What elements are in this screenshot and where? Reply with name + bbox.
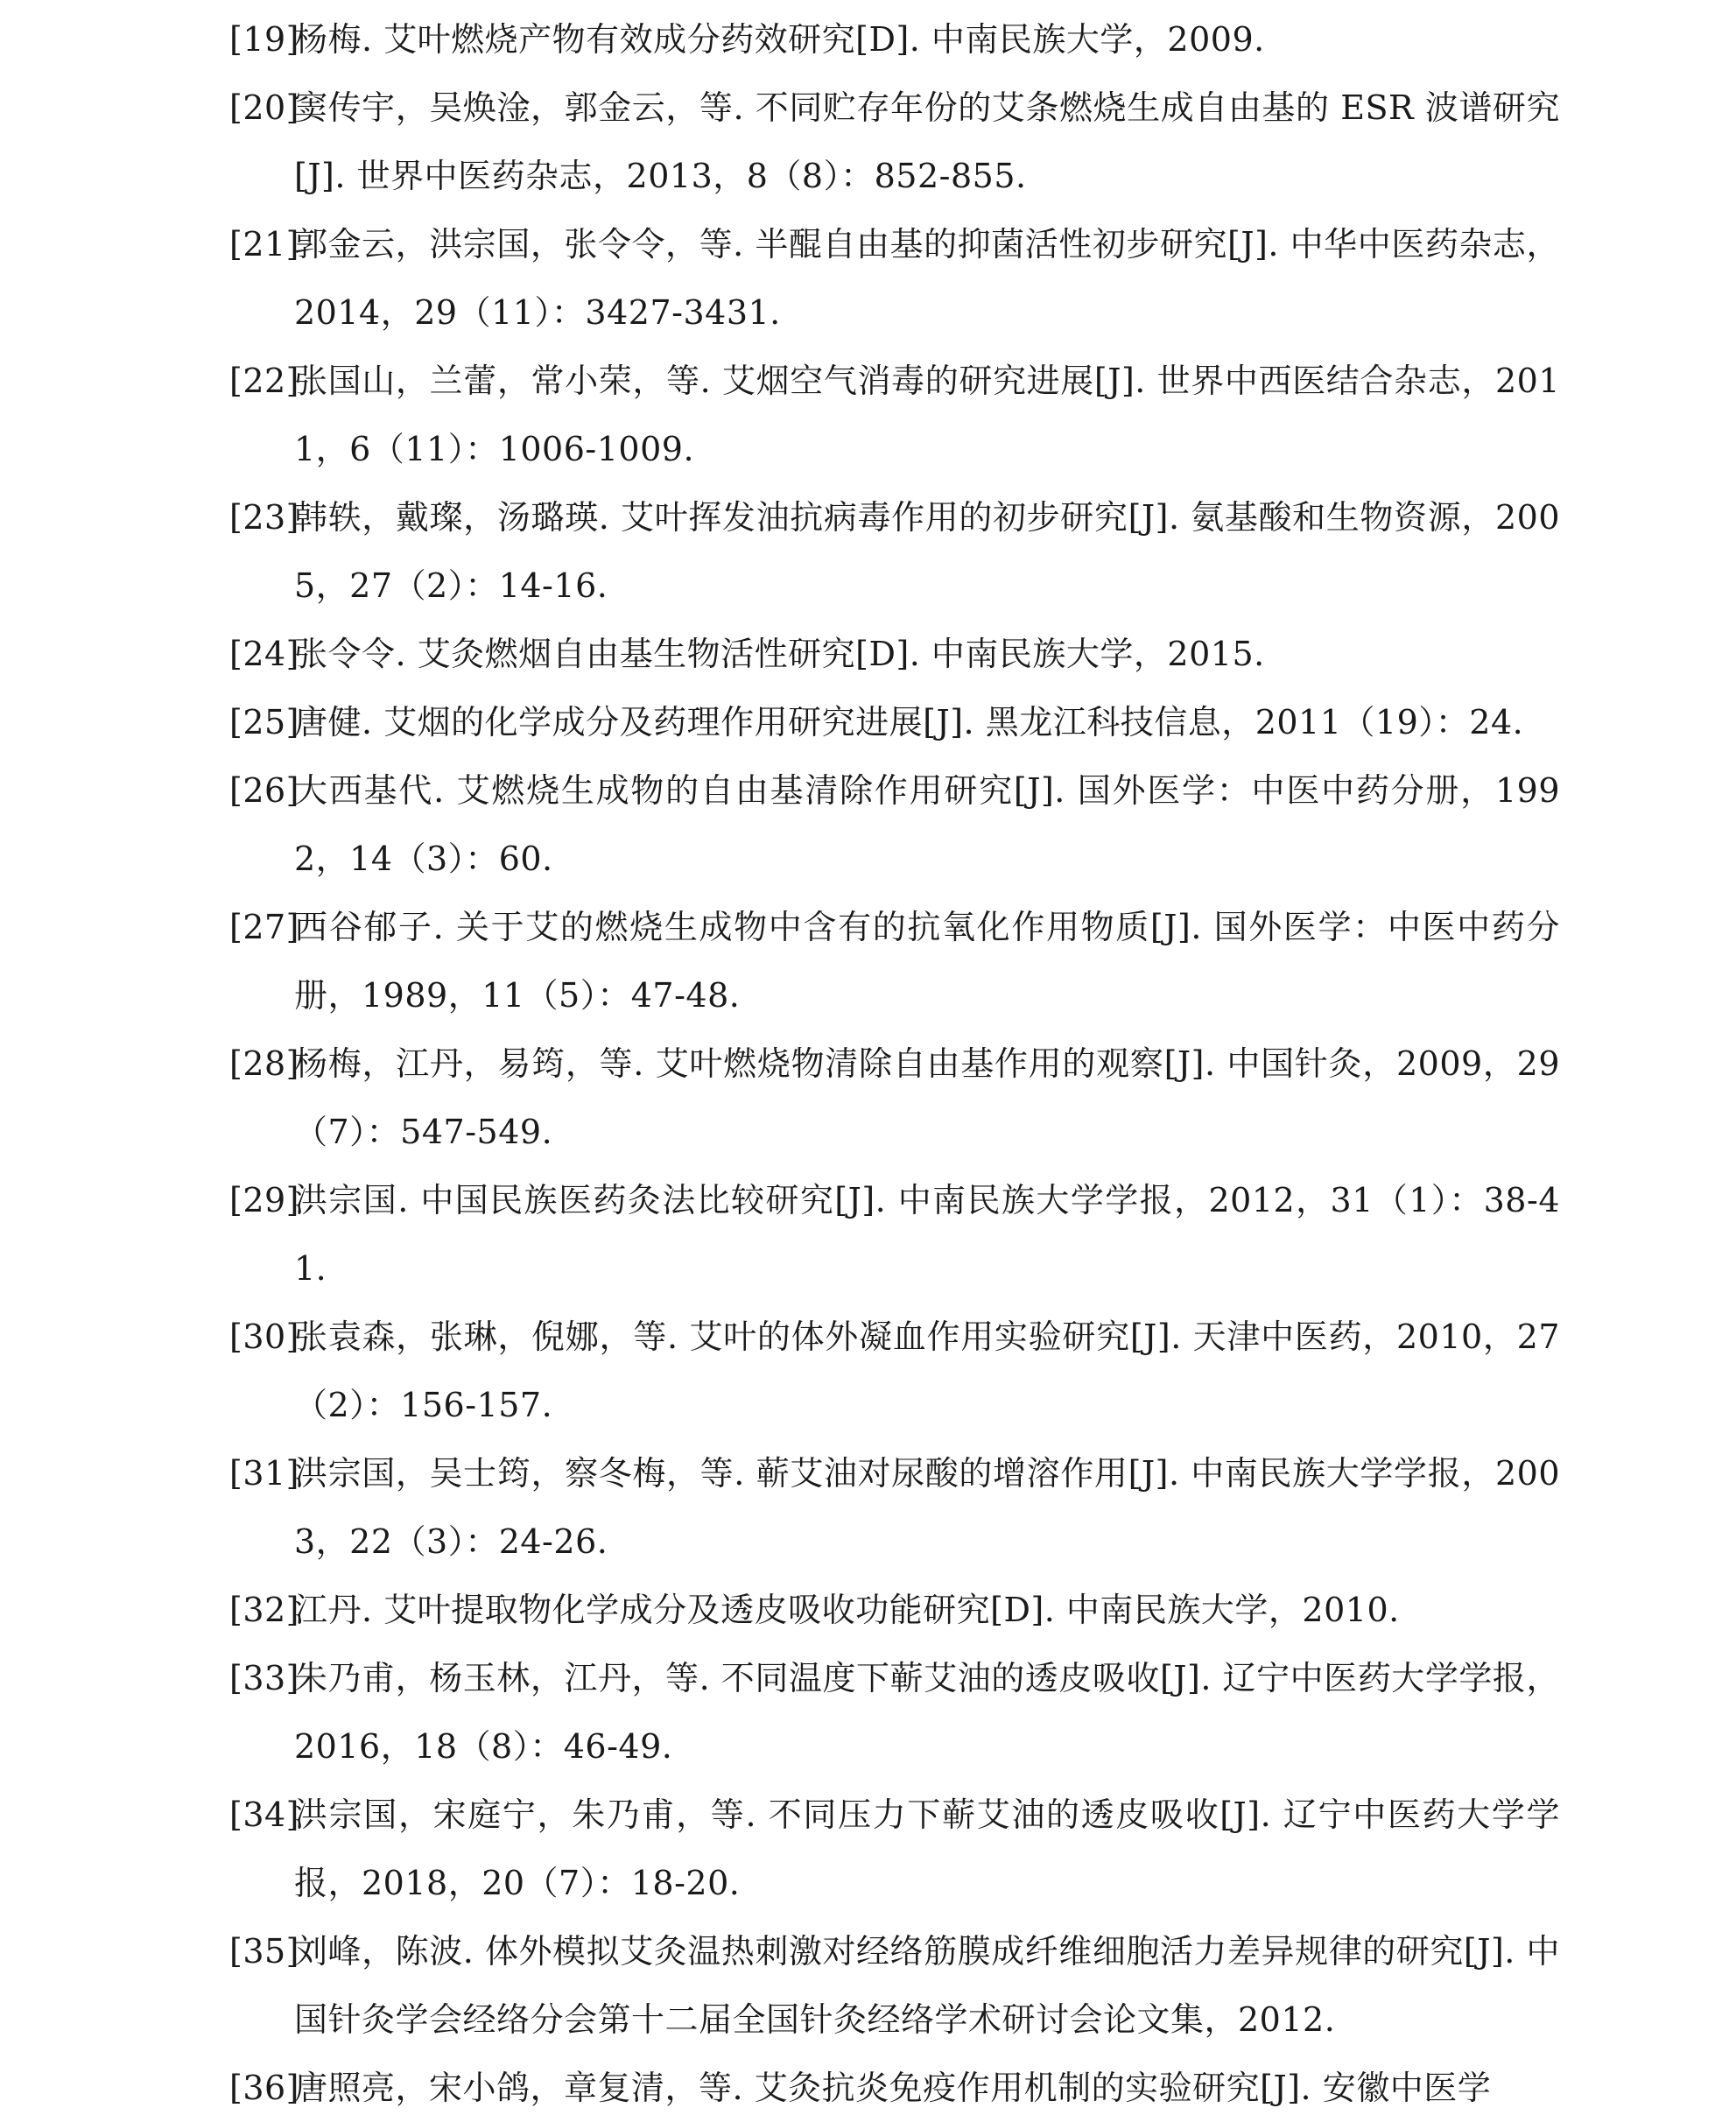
reference-number: [34] <box>229 1795 300 1834</box>
reference-text: 西谷郁子. 关于艾的燃烧生成物中含有的抗氧化作用物质[J]. 国外医学：中医中药分册，1989，11（5）：47-48. <box>294 908 1560 1015</box>
reference-number: [33] <box>229 1659 300 1697</box>
reference-text: 大西基代. 艾燃烧生成物的自由基清除作用研究[J]. 国外医学：中医中药分册，1992，14（3）：60. <box>294 771 1560 878</box>
reference-number: [21] <box>229 225 300 263</box>
reference-item <box>229 1644 1560 1781</box>
reference-text: 韩轶，戴璨，汤璐瑛. 艾叶挥发油抗病毒作用的初步研究[J]. 氨基酸和生物资源，2005，27（2）：14-16. <box>294 498 1560 605</box>
reference-number: [20] <box>229 88 300 127</box>
reference-number: [35] <box>229 1932 300 1971</box>
reference-text: 朱乃甫，杨玉林，江丹，等. 不同温度下蕲艾油的透皮吸收[J]. 辽宁中医药大学学报，2016，18（8）：46-49. <box>294 1659 1560 1766</box>
reference-number: [32] <box>229 1591 300 1629</box>
reference-number: [31] <box>229 1454 300 1493</box>
reference-text: 洪宗国，吴士筠，察冬梅，等. 蕲艾油对尿酸的增溶作用[J]. 中南民族大学学报，2003，22（3）：24-26. <box>294 1454 1560 1561</box>
reference-number: [24] <box>229 635 300 673</box>
reference-item <box>229 756 1560 893</box>
reference-item <box>229 74 1560 210</box>
reference-item <box>229 688 1560 756</box>
reference-number: [19] <box>229 20 300 59</box>
reference-text: 洪宗国，宋庭宁，朱乃甫，等. 不同压力下蕲艾油的透皮吸收[J]. 辽宁中医药大学学报，2018，20（7）：18-20. <box>294 1795 1560 1902</box>
reference-item <box>229 1303 1560 1439</box>
reference-text: 张国山，兰蕾，常小荣，等. 艾烟空气消毒的研究进展[J]. 世界中西医结合杂志，2011，6（11）：1006-1009. <box>294 362 1560 468</box>
reference-text: 杨梅，江丹，易筠，等. 艾叶燃烧物清除自由基作用的观察[J]. 中国针灸，2009，29（7）：547-549. <box>294 1044 1560 1151</box>
reference-number: [23] <box>229 498 300 537</box>
reference-number: [26] <box>229 771 300 810</box>
reference-text: 唐照亮，宋小鸽，章复清，等. 艾灸抗炎免疫作用机制的实验研究[J]. 安徽中医学 <box>294 2069 1492 2107</box>
reference-item <box>229 1029 1560 1166</box>
reference-number: [27] <box>229 908 300 946</box>
reference-number: [36] <box>229 2069 300 2107</box>
reference-item <box>229 5 1560 74</box>
reference-item <box>229 1917 1560 2054</box>
reference-text: 杨梅. 艾叶燃烧产物有效成分药效研究[D]. 中南民族大学，2009. <box>294 20 1265 59</box>
reference-number: [30] <box>229 1317 300 1356</box>
reference-text: 张袁森，张琳，倪娜，等. 艾叶的体外凝血作用实验研究[J]. 天津中医药，2010，27（2）：156-157. <box>294 1317 1560 1424</box>
reference-text: 张令令. 艾灸燃烟自由基生物活性研究[D]. 中南民族大学，2015. <box>294 635 1265 673</box>
reference-item <box>229 893 1560 1029</box>
reference-text: 江丹. 艾叶提取物化学成分及透皮吸收功能研究[D]. 中南民族大学，2010. <box>294 1591 1400 1629</box>
reference-number: [28] <box>229 1044 300 1083</box>
reference-text: 唐健. 艾烟的化学成分及药理作用研究进展[J]. 黑龙江科技信息，2011（19）：24. <box>294 703 1524 741</box>
reference-number: [22] <box>229 362 300 400</box>
reference-item <box>229 2054 1560 2122</box>
reference-item <box>229 210 1560 347</box>
reference-list <box>229 5 1560 2122</box>
reference-text: 洪宗国. 中国民族医药灸法比较研究[J]. 中南民族大学学报，2012，31（1）：38-41. <box>294 1181 1560 1288</box>
reference-text: 刘峰，陈波. 体外模拟艾灸温热刺激对经络筋膜成纤维细胞活力差异规律的研究[J]. 中国针灸学会经络分会第十二届全国针灸经络学术研讨会论文集，2012. <box>294 1932 1560 2039</box>
reference-number: [25] <box>229 703 300 741</box>
reference-item <box>229 483 1560 620</box>
reference-item <box>229 620 1560 688</box>
reference-item <box>229 1166 1560 1303</box>
reference-text: 窦传宇，吴焕淦，郭金云，等. 不同贮存年份的艾条燃烧生成自由基的 ESR 波谱研究[J]. 世界中医药杂志，2013，8（8）：852-855. <box>294 88 1560 195</box>
reference-item <box>229 1576 1560 1644</box>
reference-item <box>229 1439 1560 1576</box>
reference-number: [29] <box>229 1181 300 1219</box>
reference-item <box>229 347 1560 483</box>
reference-item <box>229 1781 1560 1917</box>
reference-text: 郭金云，洪宗国，张令令，等. 半醌自由基的抑菌活性初步研究[J]. 中华中医药杂志，2014，29（11）：3427-3431. <box>294 225 1560 332</box>
